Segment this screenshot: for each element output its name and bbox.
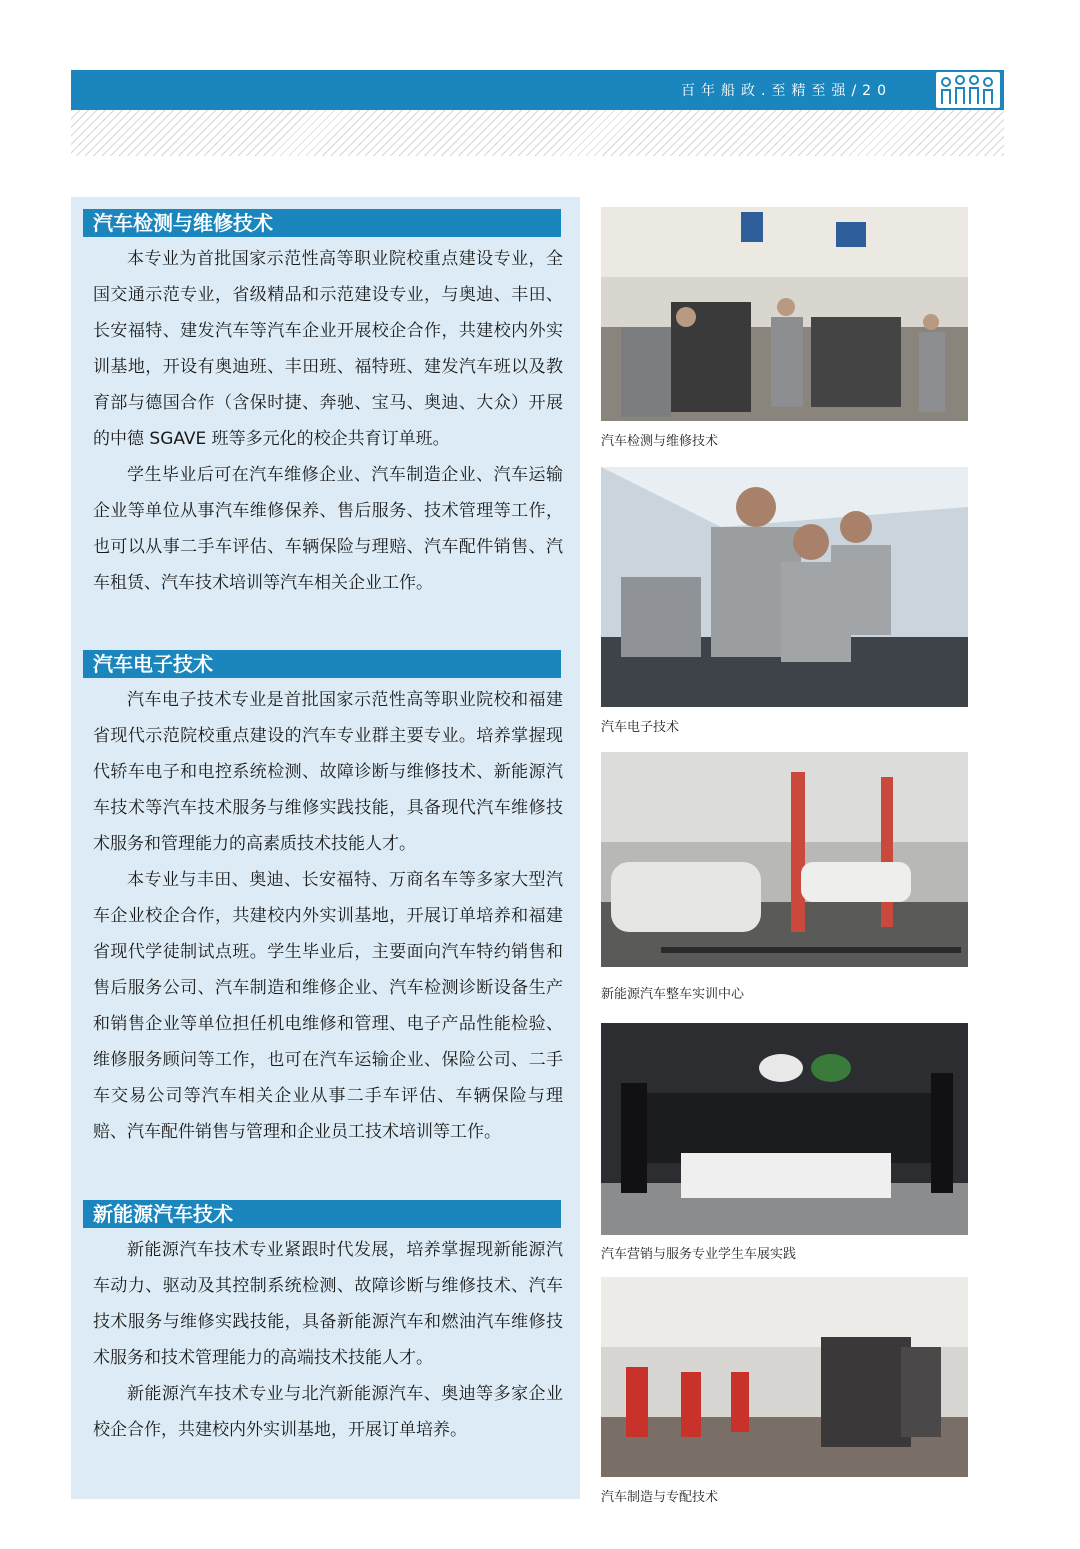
paragraph: 本专业为首批国家示范性高等职业院校重点建设专业，全国交通示范专业，省级精品和示范建设专业，与奥迪、丰田、长安福特、建发汽车等汽车企业开展校企合作，共建校内外实训基地，开设有奥迪班、丰田班、福特班、建发汽车班以及教育部与德国合作（含保时捷、奔驰、宝马、奥迪、大众）开展的中德 SGAVE 班等多元化的校企共育订单班。 xyxy=(93,249,563,449)
paragraph: 新能源汽车技术专业紧跟时代发展，培养掌握现新能源汽车动力、驱动及其控制系统检测、故障诊断与维修技术、汽车技术服务与维修实践技能，具备新能源汽车和燃油汽车维修技术服务和技术管理能力的高端技术技能人才。 xyxy=(93,1240,563,1368)
photo-caption: 汽车制造与专配技术 xyxy=(601,1490,719,1505)
photo-caption: 汽车营销与服务专业学生车展实践 xyxy=(601,1247,797,1262)
section-body-new-energy xyxy=(93,1232,563,1448)
photo-caption: 汽车检测与维修技术 xyxy=(601,434,719,449)
header-title: 百年船政.至精至强/20 xyxy=(681,83,892,99)
photo-caption: 新能源汽车整车实训中心 xyxy=(601,987,745,1002)
engine-bay-photo xyxy=(601,467,968,707)
group-photo xyxy=(601,1023,968,1235)
section-body-inspection xyxy=(93,241,563,601)
header-bar xyxy=(71,70,1004,110)
workshop-photo xyxy=(601,207,968,421)
paragraph: 新能源汽车技术专业与北汽新能源汽车、奥迪等多家企业校企合作，共建校内外实训基地，开展订单培养。 xyxy=(93,1384,563,1440)
section-title-inspection: 汽车检测与维修技术 xyxy=(83,209,561,237)
section-title-new-energy: 新能源汽车技术 xyxy=(83,1200,561,1228)
section-title-electronics: 汽车电子技术 xyxy=(83,650,561,678)
training-hall-photo xyxy=(601,752,968,967)
section-body-electronics xyxy=(93,682,563,1150)
paragraph: 学生毕业后可在汽车维修企业、汽车制造企业、汽车运输企业等单位从事汽车维修保养、售后服务、技术管理等工作，也可以从事二手车评估、车辆保险与理赔、汽车配件销售、汽车租赁、汽车技术培训等汽车相关企业工作。 xyxy=(93,465,563,593)
people-logo-icon xyxy=(936,72,1000,108)
header-hatch-band xyxy=(71,110,1004,156)
paragraph: 汽车电子技术专业是首批国家示范性高等职业院校和福建省现代示范院校重点建设的汽车专业群主要专业。培养掌握现代轿车电子和电控系统检测、故障诊断与维修技术、新能源汽车技术等汽车技术服务与维修实践技能，具备现代汽车维修技术服务和管理能力的高素质技术技能人才。 xyxy=(93,690,563,854)
text-panel xyxy=(71,197,580,1499)
assembly-line-photo xyxy=(601,1277,968,1477)
photo-caption: 汽车电子技术 xyxy=(601,720,680,735)
paragraph: 本专业与丰田、奥迪、长安福特、万商名车等多家大型汽车企业校企合作，共建校内外实训基地，开展订单培养和福建省现代学徒制试点班。学生毕业后，主要面向汽车特约销售和售后服务公司、汽车制造和维修企业、汽车检测诊断设备生产和销售企业等单位担任机电维修和管理、电子产品性能检验、维修服务顾问等工作，也可在汽车运输企业、保险公司、二手车交易公司等汽车相关企业从事二手车评估、车辆保险与理赔、汽车配件销售与管理和企业员工技术培训等工作。 xyxy=(93,870,563,1142)
